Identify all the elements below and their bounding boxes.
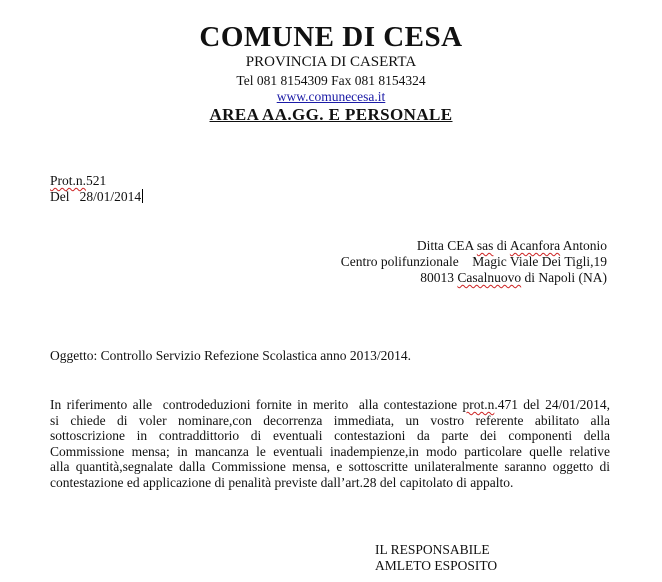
- municipality-title: COMUNE DI CESA: [199, 21, 463, 53]
- recipient-city: Casalnuovo: [457, 270, 522, 285]
- website-link[interactable]: www.comunecesa.it: [276, 89, 386, 104]
- body-line-1-start: In riferimento alle controdeduzioni fornite in merito alla contestazione: [50, 397, 463, 412]
- body-line-3: sottoscrizione in contraddittorio di eventuali contestazioni da parte dei componenti della: [50, 428, 610, 443]
- subject-line: Oggetto: Controllo Servizio Refezione Scolastica anno 2013/2014.: [50, 348, 412, 363]
- recipient-city-suffix: di Napoli (NA): [521, 270, 607, 285]
- recipient-postcode: 80013: [420, 270, 458, 285]
- recipient-firstname: Antonio: [560, 238, 607, 253]
- recipient-line-1: [341, 238, 607, 254]
- protocol-number-row: [50, 173, 143, 189]
- body-line-5: alla quantità,segnalate dalla Commissione mensa, e sottoscritte unilateralmente saranno oggetto di: [50, 459, 610, 474]
- protocol-number-label: Prot.n.: [50, 173, 87, 188]
- protocol-number: 521: [86, 173, 107, 188]
- signature-name: AMLETO ESPOSITO: [375, 558, 498, 573]
- protocol-block: [50, 173, 143, 205]
- recipient-surname: Acanfora: [509, 238, 561, 253]
- protocol-date-label: Del: [50, 189, 70, 204]
- province-line: PROVINCIA DI CASERTA: [245, 54, 417, 70]
- protocol-date: 28/01/2014: [79, 189, 142, 204]
- contacts-line: Tel 081 8154309 Fax 081 8154324: [236, 73, 426, 88]
- body-line-6: contestazione ed applicazione di penalità previste dall’art.28 del capitolato di appalto.: [50, 474, 514, 490]
- body-line-4: Commissione mensa; in mancanza le eventuali inadempienze,in modo particolare quelle relative: [50, 443, 610, 459]
- letter-body: [50, 397, 610, 490]
- signature-block: [375, 542, 497, 574]
- recipient-company: Ditta CEA: [416, 238, 477, 253]
- recipient-connector: di: [493, 238, 510, 253]
- signature-role: IL RESPONSABILE: [375, 542, 490, 557]
- recipient-line-2: Centro polifunzionale Magic Viale Dei Tigli,19: [340, 254, 607, 269]
- recipient-address: [341, 238, 607, 286]
- body-line-1: [50, 397, 610, 413]
- area-heading: AREA AA.GG. E PERSONALE: [209, 105, 453, 124]
- body-line-2: si chiede di voler nominare,con decorrenza immediata, un vostro referente abilitato alla: [50, 412, 610, 428]
- body-line-1-prot: prot.n: [462, 397, 495, 412]
- body-line-1-end: .471 del 24/01/2014,: [494, 397, 610, 412]
- recipient-line-3: [341, 270, 607, 286]
- recipient-company-type: sas: [476, 238, 494, 253]
- text-cursor: [142, 189, 143, 203]
- protocol-date-row: [50, 189, 143, 205]
